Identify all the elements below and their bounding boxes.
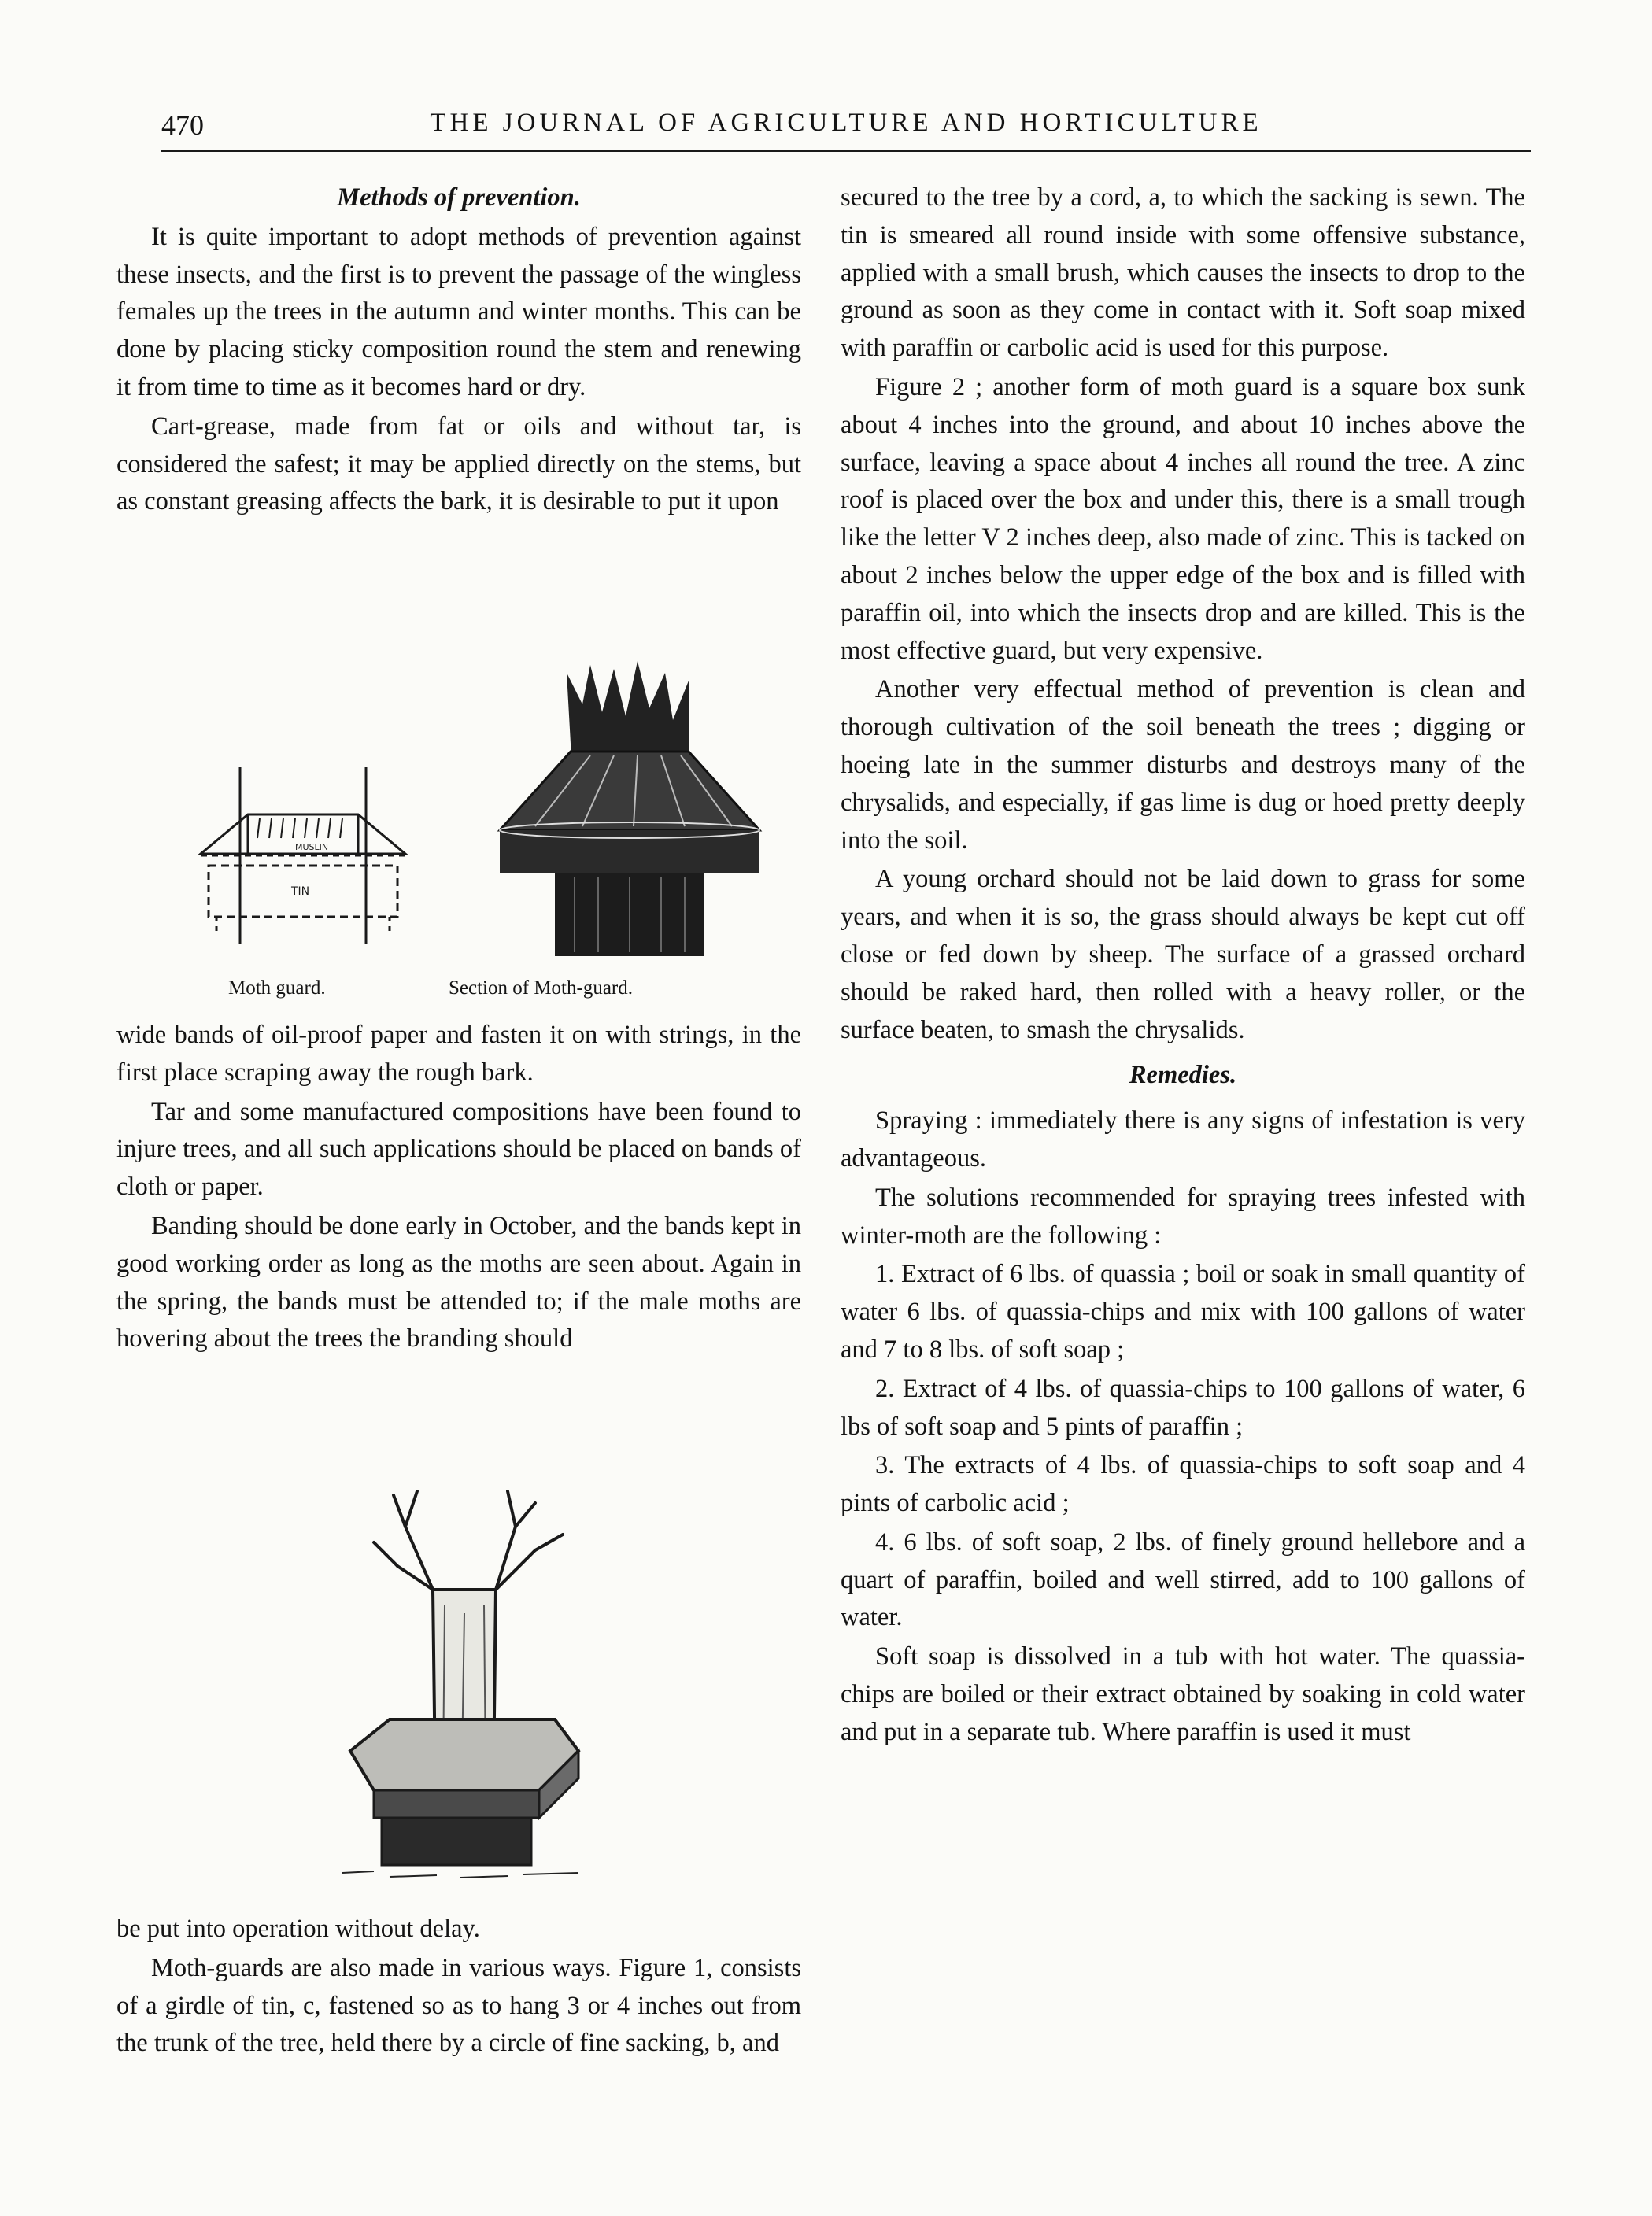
paragraph: wide bands of oil-proof paper and fasten it on with strings, in the first place scraping away the rough bark. bbox=[116, 1021, 801, 1087]
paragraph: Tar and some manufactured compositions have been found to injure trees, and all such applications should be placed on bands of cloth or paper. bbox=[116, 1097, 801, 1202]
left-column-bottom bbox=[116, 1911, 801, 2063]
paragraph: Another very effectual method of prevention is clean and thorough cultivation of the soil beneath the trees ; digging or hoeing late in the summer disturbs and destroys many of the chrysalids, and especially, if gas lime is dug or hoed pretty deeply into the soil. bbox=[841, 675, 1525, 855]
paragraph: Figure 2 ; another form of moth guard is a square box sunk about 4 inches into the ground, and about 10 inches above the surface, leaving a space about 4 inches all round the tree. A zinc roof is placed over the box and under this, there is a small trough like the letter V 2 inches deep, also made of zinc. This is tacked on about 2 inches below the upper edge of the box and is filled with paraffin oil, into which the insects drop and are killed. This is the most effective guard, but very expensive. bbox=[841, 372, 1525, 665]
paragraph: Banding should be done early in October, and the bands kept in good working order as long as the moths are seen about. Again in the spring, the bands must be attended to; if the male moths are hovering about the trees the branding should bbox=[116, 1211, 801, 1354]
paragraph: Moth-guards are also made in various ways. Figure 1, consists of a girdle of tin, c, fastened so as to hang 3 or 4 inches out from the trunk of the tree, held there by a circle of fine sacking, b, and bbox=[116, 1953, 801, 2058]
left-column-middle bbox=[116, 1017, 801, 1358]
moth-guard-figure bbox=[193, 752, 429, 948]
paragraph: It is quite important to adopt methods of prevention against these insects, and the first is to prevent the passage of the wingless females up the trees in the autumn and winter months. This can be done by placing sticky composition round the stem and renewing it from time to time as it becomes hard or dry. bbox=[116, 222, 801, 401]
remedy-item: 1. Extract of 6 lbs. of quassia ; boil or soak in small quantity of water 6 lbs. of quassia-chips and mix with 100 gallons of water and 7 to 8 lbs. of soft soap ; bbox=[841, 1260, 1525, 1364]
moth-guard-section-caption: Section of Moth-guard. bbox=[449, 977, 633, 999]
remedy-item: 4. 6 lbs. of soft soap, 2 lbs. of finely ground hellebore and a quart of paraffin, boiled and well stirred, add to 100 gallons of water. bbox=[841, 1527, 1525, 1632]
paragraph: A young orchard should not be laid down to grass for some years, and when it is so, the grass should always be kept cut off close or fed down by sheep. The surface of a grassed orchard should be raked hard, then rolled with a heavy roller, or the surface beaten, to smash the chrysalids. bbox=[841, 865, 1525, 1044]
section-heading-prevention: Methods of prevention. bbox=[337, 183, 581, 212]
moth-guard-drawing bbox=[193, 752, 429, 948]
page-number: 470 bbox=[161, 109, 204, 141]
page-header bbox=[161, 109, 1531, 150]
section-heading-remedies: Remedies. bbox=[1129, 1061, 1237, 1090]
tree-box-figure bbox=[327, 1479, 594, 1889]
tree-box-drawing bbox=[327, 1479, 594, 1889]
paragraph: be put into operation without delay. bbox=[116, 1915, 480, 1943]
remedy-item: 3. The extracts of 4 lbs. of quassia-chips to soft soap and 4 pints of carbolic acid ; bbox=[841, 1451, 1525, 1518]
header-rule bbox=[161, 150, 1531, 152]
moth-guard-section-drawing bbox=[496, 649, 763, 960]
remedy-item: 2. Extract of 4 lbs. of quassia-chips to 100 gallons of water, 6 lbs of soft soap and 5 pints of paraffin ; bbox=[841, 1374, 1525, 1441]
left-column-top bbox=[116, 179, 801, 521]
paragraph: Spraying : immediately there is any signs of infestation is very advantageous. bbox=[841, 1106, 1525, 1173]
paragraph: The solutions recommended for spraying trees infested with winter-moth are the following : bbox=[841, 1183, 1525, 1250]
moth-guard-caption: Moth guard. bbox=[228, 977, 326, 999]
tin-label: TIN bbox=[291, 885, 310, 898]
moth-guard-section-figure bbox=[496, 649, 763, 960]
right-column bbox=[841, 179, 1525, 1752]
running-title: THE JOURNAL OF AGRICULTURE AND HORTICULTURE bbox=[430, 109, 1262, 137]
paragraph: Cart-grease, made from fat or oils and without tar, is considered the safest; it may be applied directly on the stems, but as constant greasing affects the bark, it is desirable to put it upon bbox=[116, 412, 801, 516]
paragraph: secured to the tree by a cord, a, to which the sacking is sewn. The tin is smeared all round inside with some offensive substance, applied with a small brush, which causes the insects to drop to the ground as soon as they come in contact with it. Soft soap mixed with paraffin or carbolic acid is used for this purpose. bbox=[841, 183, 1525, 363]
paragraph: Soft soap is dissolved in a tub with hot water. The quassia-chips are boiled or their extract obtained by soaking in cold water and put in a separate tub. Where paraffin is used it must bbox=[841, 1642, 1525, 1746]
muslin-label: MUSLIN bbox=[295, 842, 329, 852]
